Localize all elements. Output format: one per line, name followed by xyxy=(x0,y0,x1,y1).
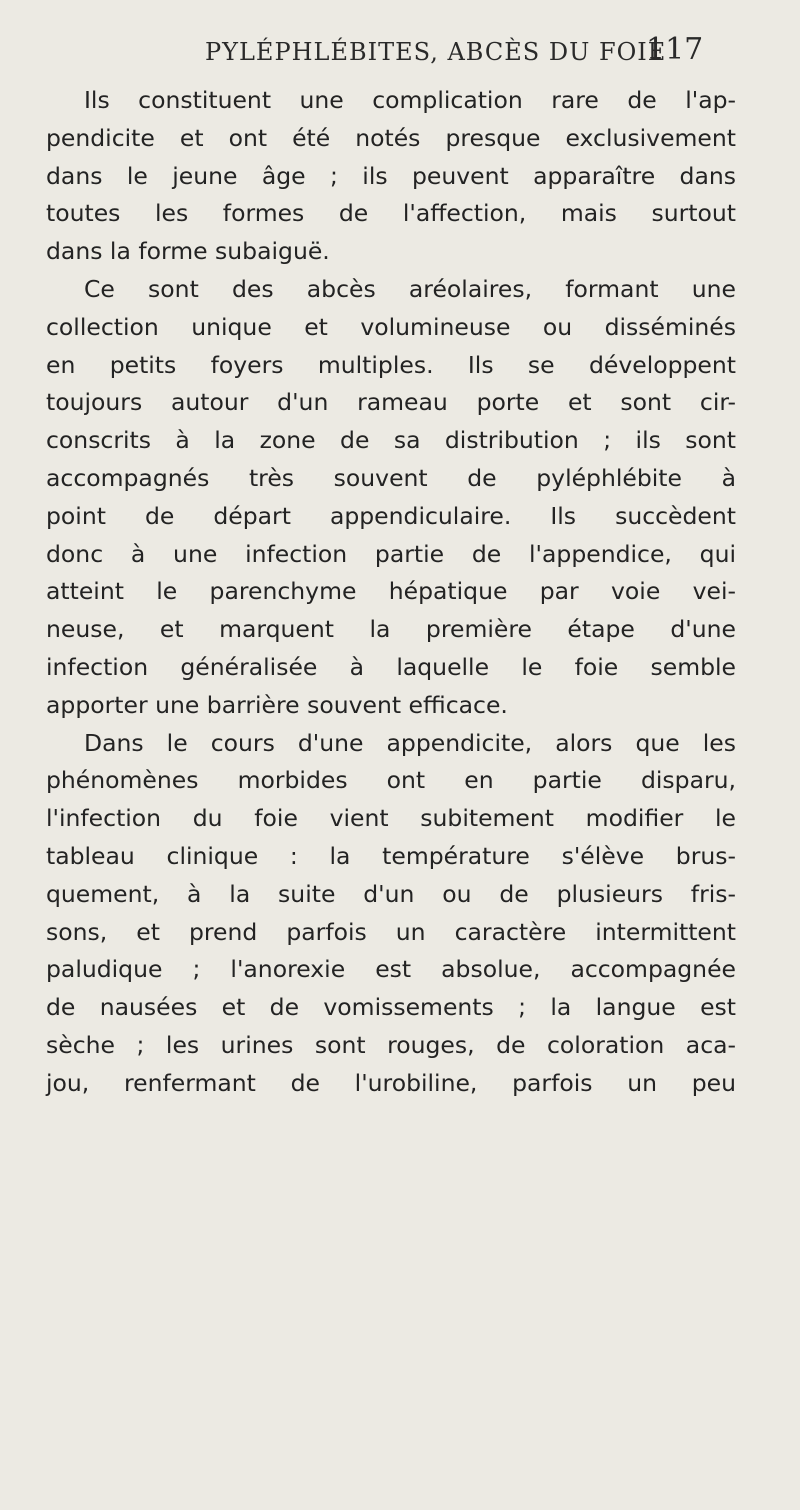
text-line: infection généralisée à laquelle le foie semble xyxy=(46,652,736,681)
text-line: phénomènes morbides ont en partie disparu, xyxy=(46,766,736,795)
text-line: jou, renfermant de l'urobiline, parfois un peu xyxy=(46,1068,736,1097)
text-line: paludique ; l'anorexie est absolue, accompagnée xyxy=(46,955,736,984)
text-line: en petits foyers multiples. Ils se développent xyxy=(46,350,736,379)
text-line: sons, et prend parfois un caractère intermittent xyxy=(46,917,736,946)
text-line: Dans le cours d'une appendicite, alors que les xyxy=(84,728,736,757)
text-line: neuse, et marquent la première étape d'une xyxy=(46,615,736,644)
page-header xyxy=(0,30,800,70)
text-line: donc à une infection partie de l'appendice, qui xyxy=(46,539,736,568)
text-line: accompagnés très souvent de pyléphlébite à xyxy=(46,463,736,492)
text-line: l'infection du foie vient subitement modifier le xyxy=(46,804,736,833)
text-line: conscrits à la zone de sa distribution ; ils sont xyxy=(46,426,736,455)
text-line: apporter une barrière souvent efficace. xyxy=(46,690,508,719)
text-line: collection unique et volumineuse ou disséminés xyxy=(46,312,736,341)
text-line: de nausées et de vomissements ; la langue est xyxy=(46,993,736,1022)
text-line: dans la forme subaiguë. xyxy=(46,237,330,266)
running-title: PYLÉPHLÉBITES, ABCÈS DU FOIE xyxy=(205,38,667,66)
body-text xyxy=(46,82,736,1103)
text-line: point de départ appendiculaire. Ils succèdent xyxy=(46,501,736,530)
text-line: toutes les formes de l'affection, mais surtout xyxy=(46,199,736,228)
page-number: 117 xyxy=(646,32,704,67)
text-line: Ce sont des abcès aréolaires, formant une xyxy=(84,274,736,303)
text-line: tableau clinique : la température s'élève brus- xyxy=(46,841,736,870)
text-line: quement, à la suite d'un ou de plusieurs fris- xyxy=(46,879,736,908)
text-line: sèche ; les urines sont rouges, de coloration aca- xyxy=(46,1030,736,1059)
text-line: toujours autour d'un rameau porte et sont cir- xyxy=(46,388,736,417)
text-line: atteint le parenchyme hépatique par voie vei- xyxy=(46,577,736,606)
text-line: pendicite et ont été notés presque exclusivement xyxy=(46,123,736,152)
text-line: dans le jeune âge ; ils peuvent apparaître dans xyxy=(46,161,736,190)
text-line: Ils constituent une complication rare de l'ap- xyxy=(84,86,736,114)
